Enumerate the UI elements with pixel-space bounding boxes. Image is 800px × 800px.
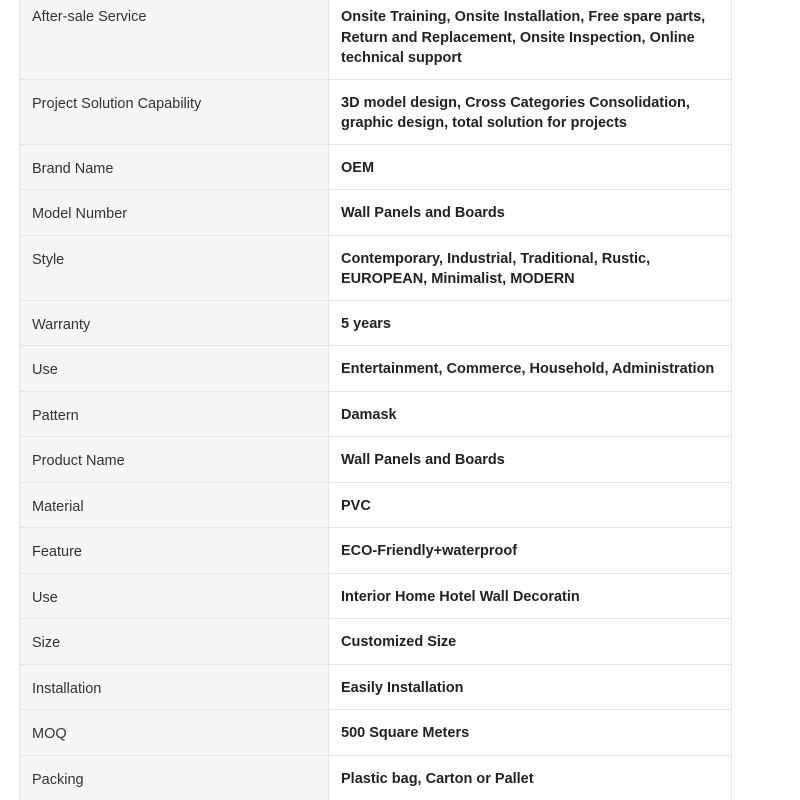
spec-value: PVC: [329, 482, 732, 528]
table-row: [20, 482, 732, 528]
table-row: [20, 573, 732, 619]
spec-value: Plastic bag, Carton or Pallet: [329, 755, 732, 800]
spec-value: Customized Size: [329, 619, 732, 665]
spec-value: Wall Panels and Boards: [329, 190, 732, 236]
table-row: [20, 144, 732, 190]
spec-value: Wall Panels and Boards: [329, 437, 732, 483]
spec-value: 5 years: [329, 300, 732, 346]
spec-key: Use: [20, 573, 329, 619]
spec-key: Feature: [20, 528, 329, 574]
spec-value: 3D model design, Cross Categories Consolidation, graphic design, total solution for projects: [329, 79, 732, 144]
spec-value: Onsite Training, Onsite Installation, Free spare parts, Return and Replacement, Onsite Inspection, Online technical support: [329, 0, 732, 79]
spec-key: Product Name: [20, 437, 329, 483]
spec-value: Easily Installation: [329, 664, 732, 710]
spec-value: Interior Home Hotel Wall Decoratin: [329, 573, 732, 619]
table-row: [20, 664, 732, 710]
table-row: [20, 437, 732, 483]
table-row: [20, 190, 732, 236]
spec-key: Model Number: [20, 190, 329, 236]
table-row: [20, 755, 732, 800]
table-row: [20, 79, 732, 144]
spec-key: MOQ: [20, 710, 329, 756]
spec-key: Packing: [20, 755, 329, 800]
spec-value: OEM: [329, 144, 732, 190]
table-row: [20, 300, 732, 346]
spec-value: Entertainment, Commerce, Household, Administration: [329, 346, 732, 392]
spec-key: Installation: [20, 664, 329, 710]
table-row: [20, 0, 732, 79]
spec-key: Use: [20, 346, 329, 392]
spec-key: Material: [20, 482, 329, 528]
table-row: [20, 235, 732, 300]
spec-value: 500 Square Meters: [329, 710, 732, 756]
spec-key: Brand Name: [20, 144, 329, 190]
table-row: [20, 528, 732, 574]
spec-key: After-sale Service: [20, 0, 329, 79]
spec-key: Warranty: [20, 300, 329, 346]
table-row: [20, 391, 732, 437]
spec-value: ECO-Friendly+waterproof: [329, 528, 732, 574]
table-row: [20, 619, 732, 665]
spec-key: Size: [20, 619, 329, 665]
spec-key: Style: [20, 235, 329, 300]
spec-value: Contemporary, Industrial, Traditional, Rustic, EUROPEAN, Minimalist, MODERN: [329, 235, 732, 300]
spec-key: Project Solution Capability: [20, 79, 329, 144]
product-spec-table: [19, 0, 732, 800]
spec-value: Damask: [329, 391, 732, 437]
spec-key: Pattern: [20, 391, 329, 437]
table-row: [20, 710, 732, 756]
table-row: [20, 346, 732, 392]
product-spec-table-container: [19, 0, 731, 800]
